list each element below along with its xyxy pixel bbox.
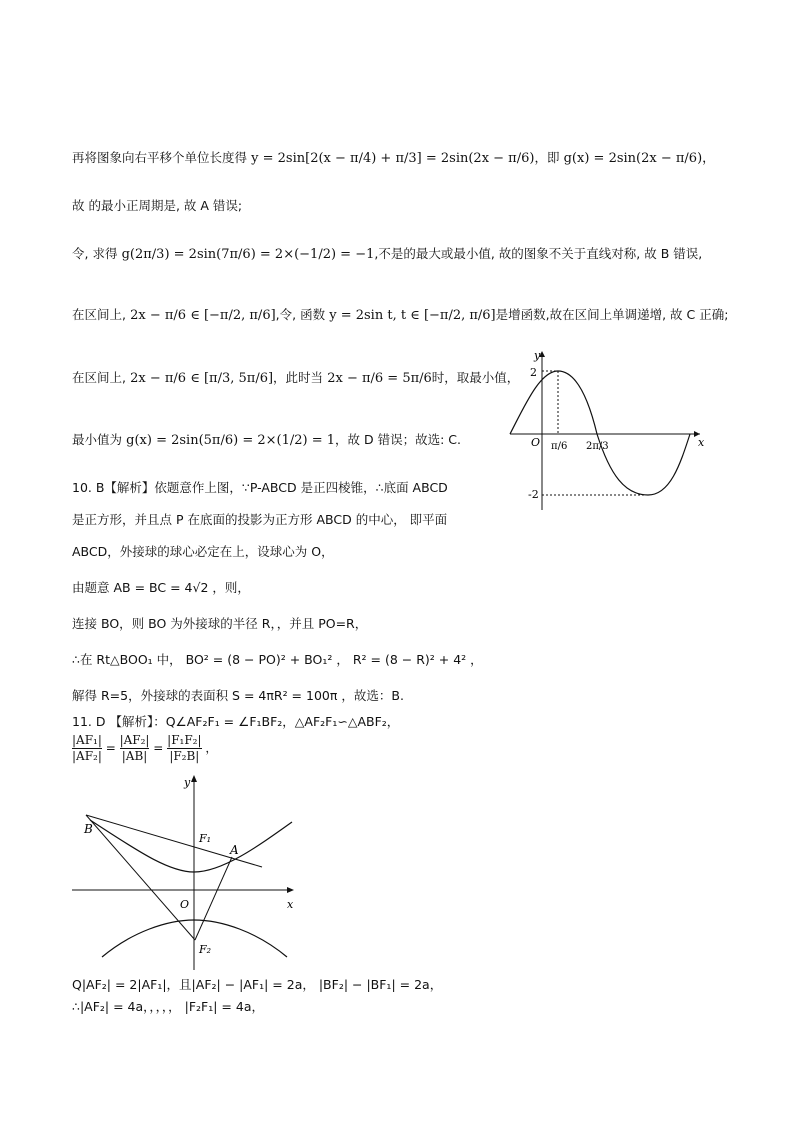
- formula: y = 2sin t, t ∈ [−π/2, π/6]: [329, 308, 496, 323]
- line-BF2: [86, 815, 195, 940]
- y-axis-label: y: [534, 349, 541, 362]
- formula: 2x − π/6 = 5π/6: [327, 371, 432, 386]
- denominator: |F₂B|: [169, 749, 200, 763]
- formula: 2x − π/6 ∈ [−π/2, π/6]: [130, 308, 276, 323]
- text: ，故 D 错误；故选: C.: [335, 432, 461, 447]
- text: 最小值为: [72, 432, 123, 447]
- q11-line-2: Q|AF₂| = 2|AF₁|，且|AF₂| − |AF₁| = 2a， |BF₂| − |BF₁| = 2a，: [72, 977, 443, 992]
- line-1: [72, 148, 715, 169]
- origin-label: O: [180, 898, 190, 911]
- line-AF2: [195, 857, 232, 940]
- text: ，即: [534, 150, 560, 165]
- y-max-label: 2: [530, 366, 537, 379]
- formula: g(x) = 2sin(5π/6) = 2×(1/2) = 1: [126, 433, 336, 448]
- line-BA: [86, 815, 262, 867]
- fraction: [72, 733, 102, 764]
- text: 时，取最小值，: [431, 370, 520, 385]
- y-min-label: -2: [528, 488, 539, 501]
- line-6: [72, 430, 461, 451]
- numerator: |F₁F₂|: [167, 733, 202, 747]
- fraction: [167, 733, 201, 764]
- numerator: |AF₂|: [119, 733, 150, 747]
- x-axis-label: x: [698, 436, 705, 449]
- denominator: |AF₂|: [72, 749, 102, 763]
- formula: g(2π/3) = 2sin(7π/6) = 2×(−1/2) = −1: [121, 247, 375, 262]
- text: 在区间上,: [72, 370, 126, 385]
- origin-label: O: [531, 436, 541, 449]
- text: 再将图象向右平移个单位长度得: [72, 150, 248, 165]
- fraction: [120, 733, 150, 764]
- text: ,令, 函数: [275, 307, 326, 322]
- x-axis-arrow-icon: [287, 887, 294, 893]
- formula: g(x) = 2sin(2x − π/6)，: [563, 151, 716, 166]
- hyperbola-graph: [72, 772, 297, 972]
- line-2: 故 的最小正周期是, 故 A 错误;: [72, 198, 243, 213]
- text: ，此时当: [273, 370, 324, 385]
- tick-pi-6: π/6: [551, 441, 568, 452]
- y-axis-arrow-icon: [191, 775, 197, 782]
- line-4: [72, 305, 728, 326]
- q10-line-7: 解得 R=5，外接球的表面积 S = 4πR² = 100π ，故选：B.: [72, 688, 404, 703]
- point-A-label: A: [230, 843, 239, 857]
- q11-line-1: 11. D 【解析】：Q∠AF₂F₁ = ∠F₁BF₂，△AF₂F₁∽△ABF₂，: [72, 714, 400, 729]
- q10-line-2: 是正方形，并且点 P 在底面的投影为正方形 ABCD 的中心， 即平面: [72, 512, 448, 527]
- point-F2-label: F₂: [199, 943, 212, 956]
- point-F1-label: F₁: [199, 832, 212, 845]
- formula: y = 2sin[2(x − π/4) + π/3] = 2sin(2x − π/6): [251, 151, 535, 166]
- text: ,不是的最大或最小值, 故的图象不关于直线对称, 故 B 错误,: [374, 246, 703, 261]
- q10-line-4: 由题意 AB = BC = 4√2 ，则，: [72, 580, 250, 595]
- q10-line-3: ABCD，外接球的球心必定在上，设球心为 O，: [72, 544, 334, 559]
- q10-line-6: ∴在 Rt△BOO₁ 中， BO² = (8 − PO)² + BO₁² ， R² = (8 − R)² + 4² ，: [72, 652, 483, 667]
- sine-curve: [510, 371, 690, 495]
- denominator: |AB|: [121, 749, 148, 763]
- point-B-label: B: [84, 822, 93, 836]
- text: 令, 求得: [72, 246, 118, 261]
- numerator: |AF₁|: [72, 733, 102, 747]
- sine-graph: [500, 345, 715, 515]
- text: 是增函数,故在区间上单调递增, 故 C 正确;: [495, 307, 729, 322]
- tick-2pi-3: 2π/3: [586, 441, 609, 452]
- formula: 2x − π/6 ∈ [π/3, 5π/6]: [130, 371, 274, 386]
- y-axis-label: y: [184, 776, 191, 789]
- line-5: [72, 368, 519, 389]
- line-3: [72, 244, 702, 265]
- q10-line-5: 连接 BO，则 BO 为外接球的半径 R，，并且 PO=R，: [72, 616, 368, 631]
- q11-ratio: $\frac{\text{|AF₁|}}{\text{|AF₂|}}$ = $\frac{\text{|AF₂|}}{|AB|}$ = $\frac{\text{|F₁F₂|}}{\text{|F₂B|}}$ ，: [72, 733, 218, 763]
- q10-line-1: 10. B【解析】依题意作上图，∵P-ABCD 是正四棱锥，∴底面 ABCD: [72, 480, 448, 495]
- x-axis-label: x: [287, 898, 294, 911]
- q11-line-3: ∴|AF₂| = 4a，，，，， |F₂F₁| = 4a，: [72, 999, 264, 1014]
- text: 在区间上,: [72, 307, 126, 322]
